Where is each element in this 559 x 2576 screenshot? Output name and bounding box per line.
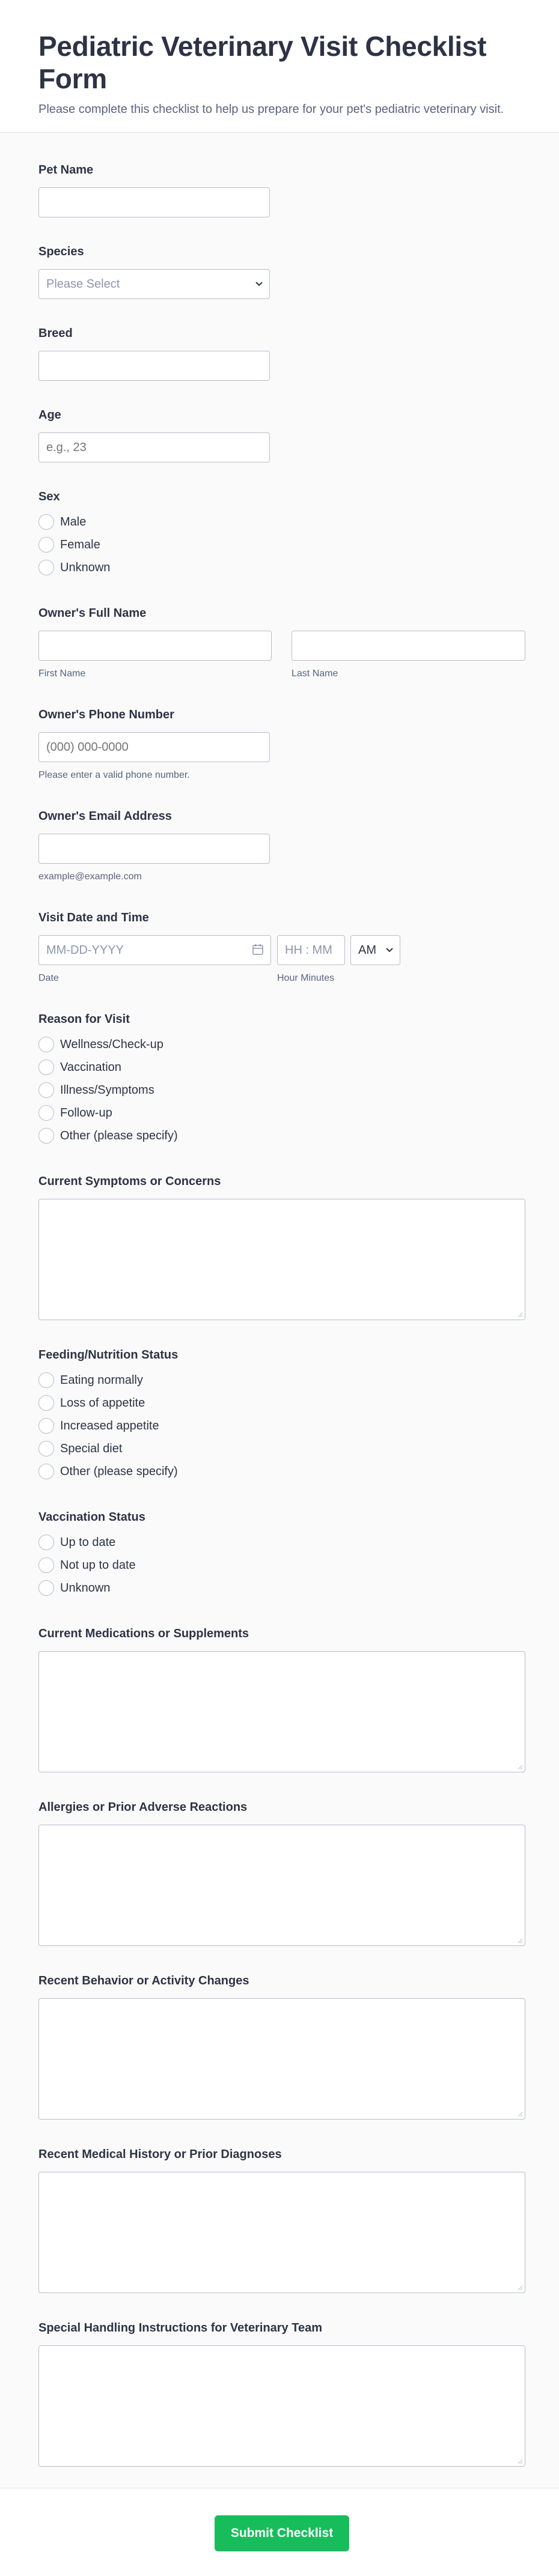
history-textarea[interactable] xyxy=(38,2172,525,2293)
reason-field xyxy=(38,1011,130,1028)
radio-option[interactable] xyxy=(38,1082,154,1099)
radio-option[interactable] xyxy=(38,1059,121,1076)
radio-button[interactable] xyxy=(38,1535,54,1550)
email-input[interactable] xyxy=(38,834,270,864)
radio-button[interactable] xyxy=(38,1037,54,1052)
medications-textarea[interactable] xyxy=(38,1651,525,1772)
visit-label: Visit Date and Time xyxy=(38,911,149,924)
vaccination-field xyxy=(38,1509,145,1526)
symptoms-label: Current Symptoms or Concerns xyxy=(38,1175,221,1188)
radio-button[interactable] xyxy=(38,1418,54,1434)
radio-button[interactable] xyxy=(38,1441,54,1456)
radio-label: Other (please specify) xyxy=(60,1129,178,1142)
radio-label: Up to date xyxy=(60,1536,116,1549)
symptoms-textarea[interactable] xyxy=(38,1199,525,1320)
radio-button[interactable] xyxy=(38,1105,54,1121)
radio-label: Not up to date xyxy=(60,1559,136,1572)
resize-handle-icon[interactable] xyxy=(517,2111,523,2117)
medications-field xyxy=(38,1625,249,1642)
radio-option[interactable] xyxy=(38,1395,145,1411)
time-sublabel: Hour Minutes xyxy=(277,973,335,983)
species-label: Species xyxy=(38,245,84,258)
allergies-field xyxy=(38,1799,247,1816)
species-field xyxy=(38,243,84,260)
radio-button[interactable] xyxy=(38,514,54,530)
date-input[interactable] xyxy=(38,935,271,965)
pet-name-field xyxy=(38,162,93,178)
reason-label: Reason for Visit xyxy=(38,1013,130,1026)
resize-handle-icon[interactable] xyxy=(517,1312,523,1318)
phone-input[interactable] xyxy=(38,732,270,762)
radio-label: Other (please specify) xyxy=(60,1465,178,1478)
radio-label: Unknown xyxy=(60,561,111,574)
allergies-textarea[interactable] xyxy=(38,1825,525,1946)
visit-field xyxy=(38,909,149,926)
radio-option[interactable] xyxy=(38,1372,143,1389)
radio-button[interactable] xyxy=(38,1059,54,1075)
chevron-down-icon xyxy=(385,936,394,975)
radio-option[interactable] xyxy=(38,1463,178,1480)
breed-field xyxy=(38,325,73,342)
age-field xyxy=(38,407,61,423)
feeding-field xyxy=(38,1347,178,1363)
radio-option[interactable] xyxy=(38,1440,122,1457)
form-header xyxy=(0,0,559,133)
last-name-input[interactable] xyxy=(292,631,525,661)
phone-label: Owner's Phone Number xyxy=(38,708,174,721)
handling-field xyxy=(38,2320,322,2336)
radio-option[interactable] xyxy=(38,536,100,553)
first-name-input[interactable] xyxy=(38,631,272,661)
sex-field xyxy=(38,488,60,505)
breed-label: Breed xyxy=(38,327,73,340)
species-placeholder: Please Select xyxy=(46,277,120,291)
species-select[interactable] xyxy=(38,269,270,299)
email-field xyxy=(38,808,172,825)
vaccination-label: Vaccination Status xyxy=(38,1511,145,1524)
form-body xyxy=(0,133,559,2488)
radio-option[interactable] xyxy=(38,1036,163,1053)
ampm-select[interactable] xyxy=(350,935,400,965)
calendar-icon[interactable] xyxy=(252,936,263,975)
radio-button[interactable] xyxy=(38,1372,54,1388)
email-sublabel: example@example.com xyxy=(38,871,142,882)
radio-option[interactable] xyxy=(38,1417,159,1434)
ampm-value: AM xyxy=(358,944,376,957)
behavior-label: Recent Behavior or Activity Changes xyxy=(38,1974,249,1987)
behavior-textarea[interactable] xyxy=(38,1998,525,2120)
radio-label: Loss of appetite xyxy=(60,1396,145,1410)
owner-name-label: Owner's Full Name xyxy=(38,607,147,620)
radio-label: Increased appetite xyxy=(60,1419,159,1432)
radio-button[interactable] xyxy=(38,1128,54,1144)
radio-label: Male xyxy=(60,515,87,529)
phone-field xyxy=(38,706,174,723)
radio-label: Vaccination xyxy=(60,1061,121,1074)
phone-sublabel: Please enter a valid phone number. xyxy=(38,770,190,780)
date-sublabel: Date xyxy=(38,973,59,983)
breed-input[interactable] xyxy=(38,351,270,381)
sex-label: Sex xyxy=(38,490,60,503)
radio-option[interactable] xyxy=(38,1580,110,1596)
radio-label: Special diet xyxy=(60,1442,123,1455)
resize-handle-icon[interactable] xyxy=(517,2285,523,2291)
radio-button[interactable] xyxy=(38,1580,54,1596)
submit-button[interactable]: Submit Checklist xyxy=(215,2515,349,2551)
first-name-sublabel: First Name xyxy=(38,668,86,679)
history-label: Recent Medical History or Prior Diagnoses xyxy=(38,2148,282,2161)
radio-option[interactable] xyxy=(38,1105,112,1121)
allergies-label: Allergies or Prior Adverse Reactions xyxy=(38,1801,248,1814)
radio-label: Illness/Symptoms xyxy=(60,1083,154,1097)
radio-option[interactable] xyxy=(38,1534,115,1551)
radio-button[interactable] xyxy=(38,537,54,553)
radio-label: Eating normally xyxy=(60,1374,143,1387)
time-placeholder: HH : MM xyxy=(285,944,332,957)
radio-button[interactable] xyxy=(38,1464,54,1479)
age-label: Age xyxy=(38,408,61,422)
owner-name-field xyxy=(38,605,146,622)
radio-option[interactable] xyxy=(38,1557,136,1574)
radio-label: Follow-up xyxy=(60,1106,112,1120)
date-placeholder: MM-DD-YYYY xyxy=(46,944,124,957)
radio-label: Wellness/Check-up xyxy=(60,1038,163,1051)
radio-button[interactable] xyxy=(38,1082,54,1098)
radio-label: Female xyxy=(60,538,100,551)
email-label: Owner's Email Address xyxy=(38,810,172,823)
radio-option[interactable] xyxy=(38,514,86,530)
resize-handle-icon[interactable] xyxy=(517,1764,523,1770)
radio-option[interactable] xyxy=(38,1127,178,1144)
radio-button[interactable] xyxy=(38,1395,54,1411)
resize-handle-icon[interactable] xyxy=(517,2458,523,2464)
form-title: Pediatric Veterinary Visit Checklist Form xyxy=(38,31,487,94)
handling-textarea[interactable] xyxy=(38,2345,525,2467)
radio-option[interactable] xyxy=(38,559,110,576)
age-input[interactable] xyxy=(38,432,270,462)
history-field xyxy=(38,2146,282,2163)
feeding-label: Feeding/Nutrition Status xyxy=(38,1348,179,1362)
behavior-field xyxy=(38,1972,249,1989)
chevron-down-icon xyxy=(255,270,263,309)
pet-name-input[interactable] xyxy=(38,187,270,217)
last-name-sublabel: Last Name xyxy=(292,668,338,679)
radio-button[interactable] xyxy=(38,560,54,575)
radio-button[interactable] xyxy=(38,1557,54,1573)
pet-name-label: Pet Name xyxy=(38,163,94,177)
form-footer xyxy=(0,2488,559,2576)
resize-handle-icon[interactable] xyxy=(517,1938,523,1944)
symptoms-field xyxy=(38,1173,221,1190)
form-description: Please complete this checklist to help us prepare for your pet's pediatric veterinary visit. xyxy=(38,103,504,116)
radio-label: Unknown xyxy=(60,1581,111,1595)
handling-label: Special Handling Instructions for Veterinary Team xyxy=(38,2321,322,2335)
medications-label: Current Medications or Supplements xyxy=(38,1627,249,1640)
time-input[interactable] xyxy=(277,935,345,965)
